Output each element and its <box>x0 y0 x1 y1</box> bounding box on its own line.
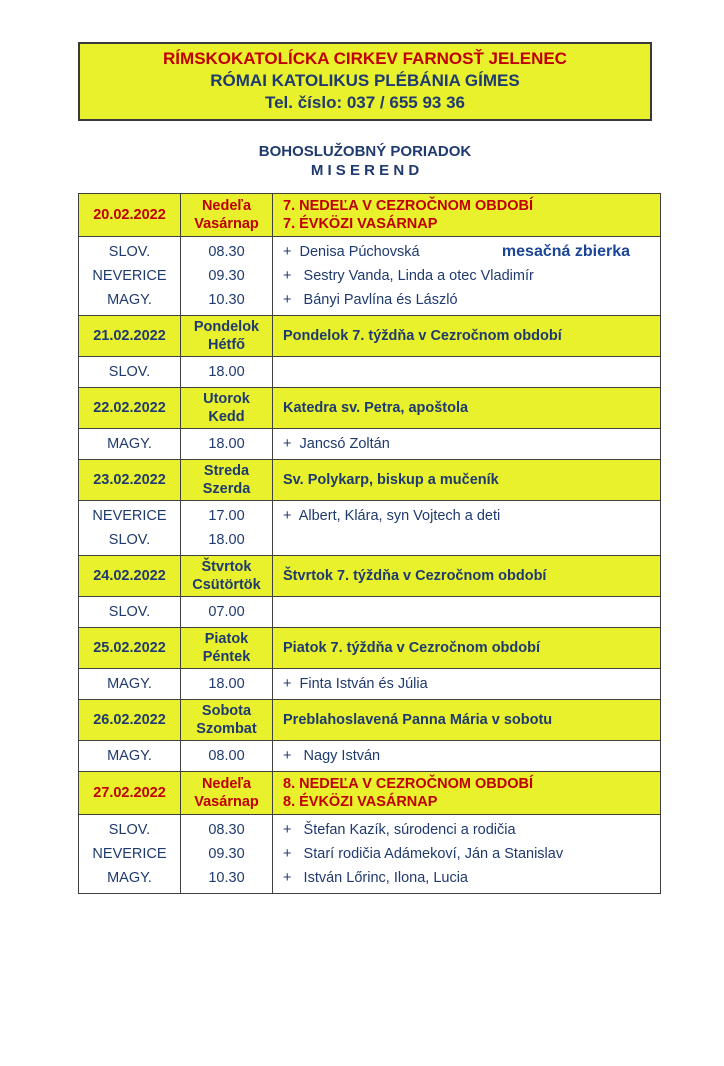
place-line: SLOV. <box>108 532 151 548</box>
date-cell: 26.02.2022 <box>79 700 181 740</box>
day-cell <box>181 772 273 814</box>
feast-title-cell <box>273 388 660 428</box>
day-name-hu: Vasárnap <box>194 794 259 810</box>
day-name-sk: Sobota <box>201 703 252 719</box>
day-name-sk: Nedeľa <box>201 776 252 792</box>
day-cell <box>181 460 273 500</box>
day-cell <box>181 628 273 668</box>
section-header-row <box>79 772 660 815</box>
feast-title-sk: Sv. Polykarp, biskup a mučeník <box>283 472 499 488</box>
feast-title-cell <box>273 700 660 740</box>
day-cell <box>181 556 273 596</box>
place-line: MAGY. <box>107 676 152 692</box>
section-body-row <box>79 669 660 700</box>
day-name-sk: Pondelok <box>193 319 260 335</box>
time-line: 09.30 <box>208 846 245 862</box>
feast-title-sk: Štvrtok 7. týždňa v Cezročnom období <box>283 568 547 584</box>
feast-title-sk: 8. NEDEĽA V CEZROČNOM OBDOBÍ <box>283 776 534 792</box>
place-cell <box>79 357 181 387</box>
feast-title-cell <box>273 628 660 668</box>
intention-text: + Starí rodičia Adámekoví, Ján a Stanislav <box>283 846 564 862</box>
day-name-hu: Vasárnap <box>194 216 259 232</box>
feast-title-cell <box>273 772 660 814</box>
intention-cell <box>273 429 660 459</box>
collection-note: mesačná zbierka <box>501 243 630 260</box>
intention-line <box>283 360 660 384</box>
intention-text: + Jancsó Zoltán <box>283 436 390 452</box>
feast-title-cell <box>273 316 660 356</box>
place-line: SLOV. <box>108 244 151 260</box>
time-line: 08.00 <box>208 748 245 764</box>
schedule-title-sk: BOHOSLUŽOBNÝ PORIADOK <box>258 143 472 160</box>
day-name-hu: Péntek <box>202 649 251 665</box>
place-line: MAGY. <box>107 748 152 764</box>
date-cell: 22.02.2022 <box>79 388 181 428</box>
intention-text: + Bányi Pavlína és László <box>283 292 458 308</box>
intention-cell <box>273 741 660 771</box>
intention-line <box>283 600 660 624</box>
intention-line <box>283 264 660 288</box>
place-line: NEVERICE <box>92 846 167 862</box>
intention-line <box>283 528 660 552</box>
schedule-title-hu: M I S E R E N D <box>310 162 420 179</box>
feast-title-cell <box>273 556 660 596</box>
day-cell <box>181 316 273 356</box>
time-line: 18.00 <box>208 532 245 548</box>
feast-title-sk: Piatok 7. týždňa v Cezročnom období <box>283 640 541 656</box>
day-cell <box>181 194 273 236</box>
section-body-row <box>79 429 660 460</box>
date-cell: 20.02.2022 <box>79 194 181 236</box>
place-line: NEVERICE <box>92 268 167 284</box>
place-cell <box>79 597 181 627</box>
feast-title-sk: Katedra sv. Petra, apoštola <box>283 400 469 416</box>
section-header-row <box>79 628 660 669</box>
date-cell: 24.02.2022 <box>79 556 181 596</box>
intention-cell <box>273 597 660 627</box>
place-line: NEVERICE <box>92 508 167 524</box>
day-cell <box>181 700 273 740</box>
day-name-hu: Szerda <box>202 481 251 497</box>
place-line: SLOV. <box>108 364 151 380</box>
day-name-hu: Csütörtök <box>192 577 261 593</box>
intention-line <box>283 504 660 528</box>
time-cell <box>181 741 273 771</box>
time-cell <box>181 237 273 315</box>
feast-title-sk: Pondelok 7. týždňa v Cezročnom období <box>283 328 562 344</box>
day-name-sk: Piatok <box>204 631 249 647</box>
intention-text: + Štefan Kazík, súrodenci a rodičia <box>283 822 516 838</box>
section-body-row <box>79 237 660 316</box>
intention-cell <box>273 237 660 315</box>
intention-line <box>283 288 660 312</box>
place-cell <box>79 669 181 699</box>
section-header-row <box>79 388 660 429</box>
time-line: 08.30 <box>208 244 245 260</box>
parish-name-sk: RÍMSKOKATOLÍCKA CIRKEV FARNOSŤ JELENEC <box>163 49 567 68</box>
header-box <box>78 42 652 121</box>
intention-text: + Denisa Púchovská <box>283 244 420 260</box>
place-cell <box>79 429 181 459</box>
day-name-hu: Hétfő <box>207 337 246 353</box>
place-line: SLOV. <box>108 604 151 620</box>
time-line: 17.00 <box>208 508 245 524</box>
section-body-row <box>79 501 660 556</box>
date-cell: 21.02.2022 <box>79 316 181 356</box>
day-name-sk: Streda <box>203 463 250 479</box>
day-name-sk: Štvrtok <box>201 559 252 575</box>
day-name-sk: Nedeľa <box>201 198 252 214</box>
time-line: 18.00 <box>208 364 245 380</box>
time-line: 08.30 <box>208 822 245 838</box>
time-cell <box>181 357 273 387</box>
place-cell <box>79 815 181 893</box>
time-line: 18.00 <box>208 436 245 452</box>
intention-text: + Albert, Klára, syn Vojtech a deti <box>283 508 501 524</box>
place-cell <box>79 501 181 555</box>
phone-line: Tel. číslo: 037 / 655 93 36 <box>264 93 466 112</box>
intention-cell <box>273 501 660 555</box>
time-cell <box>181 669 273 699</box>
place-cell <box>79 237 181 315</box>
date-cell: 25.02.2022 <box>79 628 181 668</box>
feast-title-sk: Preblahoslavená Panna Mária v sobotu <box>283 712 553 728</box>
time-line: 18.00 <box>208 676 245 692</box>
intention-cell <box>273 815 660 893</box>
intention-text: + Finta István és Júlia <box>283 676 428 692</box>
date-cell: 23.02.2022 <box>79 460 181 500</box>
time-line: 09.30 <box>208 268 245 284</box>
section-header-row <box>79 556 660 597</box>
day-name-sk: Utorok <box>203 391 250 407</box>
date-cell: 27.02.2022 <box>79 772 181 814</box>
feast-title-sk: 7. NEDEĽA V CEZROČNOM OBDOBÍ <box>283 198 534 214</box>
intention-line <box>283 240 660 264</box>
place-line: MAGY. <box>107 292 152 308</box>
section-body-row <box>79 357 660 388</box>
feast-title-cell <box>273 194 660 236</box>
time-line: 10.30 <box>208 292 245 308</box>
section-header-row <box>79 700 660 741</box>
place-line: MAGY. <box>107 870 152 886</box>
mass-schedule-table <box>78 193 661 894</box>
time-line: 10.30 <box>208 870 245 886</box>
intention-line <box>283 432 660 456</box>
place-line: SLOV. <box>108 822 151 838</box>
feast-title-hu: 8. ÉVKÖZI VASÁRNAP <box>283 794 438 810</box>
place-cell <box>79 741 181 771</box>
intention-line <box>283 744 660 768</box>
section-header-row <box>79 316 660 357</box>
section-header-row <box>79 460 660 501</box>
intention-line <box>283 842 660 866</box>
intention-text: + Sestry Vanda, Linda a otec Vladimír <box>283 268 534 284</box>
day-cell <box>181 388 273 428</box>
feast-title-cell <box>273 460 660 500</box>
intention-cell <box>273 669 660 699</box>
intention-line <box>283 672 660 696</box>
day-name-hu: Szombat <box>196 721 257 737</box>
intention-text: + István Lőrinc, Ilona, Lucia <box>283 870 468 886</box>
intention-cell <box>273 357 660 387</box>
day-name-hu: Kedd <box>208 409 245 425</box>
intention-line <box>283 818 660 842</box>
section-body-row <box>79 741 660 772</box>
intention-text: + Nagy István <box>283 748 381 764</box>
time-line: 07.00 <box>208 604 245 620</box>
place-line: MAGY. <box>107 436 152 452</box>
parish-name-hu: RÓMAI KATOLIKUS PLÉBÁNIA GÍMES <box>210 71 520 90</box>
section-body-row <box>79 815 660 893</box>
intention-line <box>283 866 660 890</box>
time-cell <box>181 501 273 555</box>
time-cell <box>181 597 273 627</box>
section-body-row <box>79 597 660 628</box>
time-cell <box>181 815 273 893</box>
section-header-row <box>79 194 660 237</box>
feast-title-hu: 7. ÉVKÖZI VASÁRNAP <box>283 216 438 232</box>
time-cell <box>181 429 273 459</box>
